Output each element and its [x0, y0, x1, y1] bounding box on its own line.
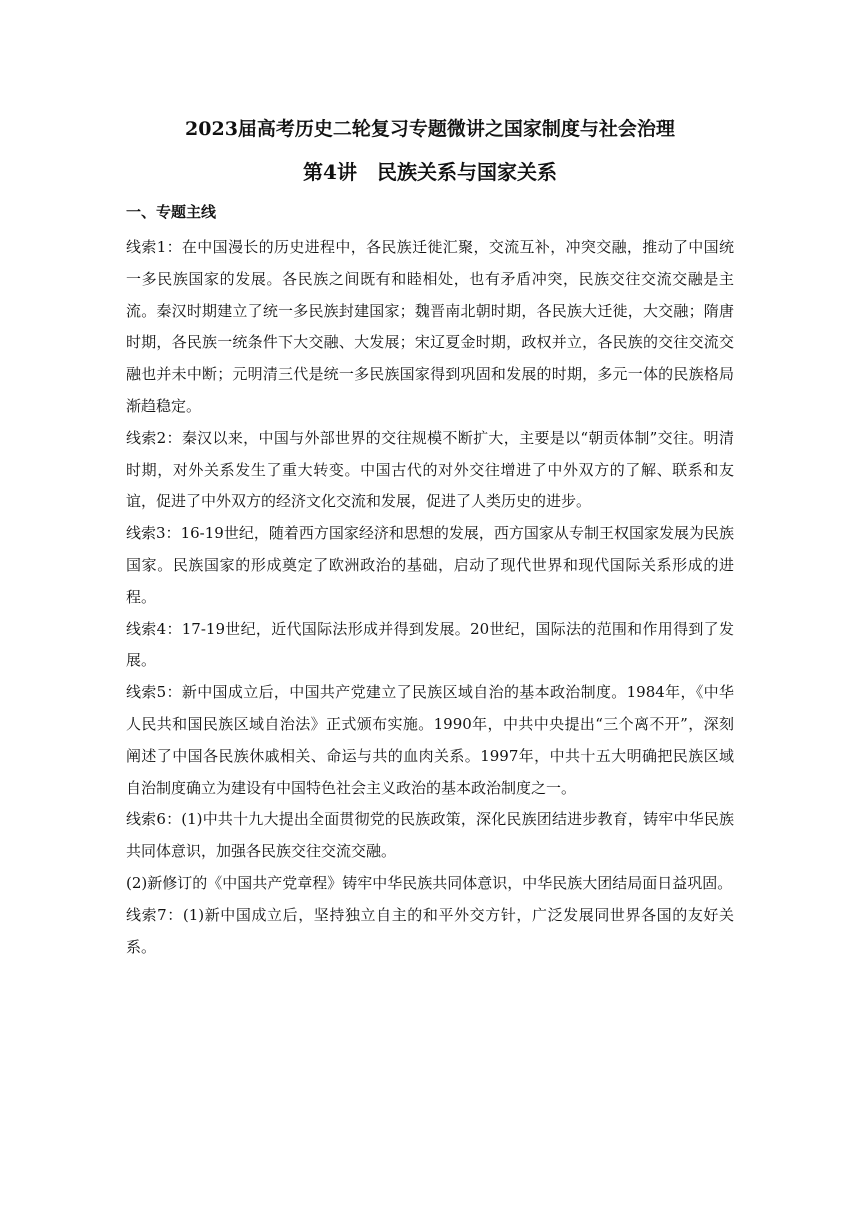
paragraph-clue-3: 线索3：16-19世纪，随着西方国家经济和思想的发展，西方国家从专制王权国家发展为民族国家。民族国家的形成奠定了欧洲政治的基础，启动了现代世界和现代国际关系形成的进程。 — [126, 524, 734, 606]
body-text — [126, 232, 734, 963]
paragraph-clue-1: 线索1：在中国漫长的历史进程中，各民族迁徙汇聚，交流互补，冲突交融，推动了中国统一多民族国家的发展。各民族之间既有和睦相处，也有矛盾冲突，民族交往交流交融是主流。秦汉时期建立了统一多民族封建国家；魏晋南北朝时期，各民族大迁徙，大交融；隋唐时期，各民族一统条件下大交融、大发展；宋辽夏金时期，政权并立，各民族的交往交流交融也并未中断；元明清三代是统一多民族国家得到巩固和发展的时期，多元一体的民族格局渐趋稳定。 — [126, 238, 734, 415]
paragraph-clue-6-part-2: (2)新修订的《中国共产党章程》铸牢中华民族共同体意识，中华民族大团结局面日益巩固。 — [126, 873, 733, 892]
paragraph-clue-7: 线索7：(1)新中国成立后，坚持独立自主的和平外交方针，广泛发展同世界各国的友好关系。 — [126, 905, 734, 956]
paragraph-clue-2: 线索2：秦汉以来，中国与外部世界的交往规模不断扩大，主要是以“朝贡体制”交往。明清时期，对外关系发生了重大转变。中国古代的对外交往增进了中外双方的了解、联系和友谊，促进了中外双方的经济文化交流和发展，促进了人类历史的进步。 — [126, 428, 734, 511]
section-heading: 一、专题主线 — [126, 203, 217, 221]
paragraph-clue-4: 线索4：17-19世纪，近代国际法形成并得到发展。20世纪，国际法的范围和作用得到了发展。 — [126, 619, 734, 670]
page-title: 2023届高考历史二轮复习专题微讲之国家制度与社会治理 — [185, 118, 675, 140]
paragraph-clue-6-part-1: 线索6：(1)中共十九大提出全面贯彻党的民族政策，深化民族团结进步教育，铸牢中华民族共同体意识，加强各民族交往交流交融。 — [126, 810, 734, 861]
paragraph-clue-5: 线索5：新中国成立后，中国共产党建立了民族区域自治的基本政治制度。1984年，《中华人民共和国民族区域自治法》正式颁布实施。1990年，中共中央提出“三个离不开”，深刻阐述了中国各民族休戚相关、命运与共的血肉关系。1997年，中共十五大明确把民族区域自治制度确立为建设有中国特色社会主义政治的基本政治制度之一。 — [126, 683, 734, 797]
lecture-subtitle: 第4讲 民族关系与国家关系 — [303, 160, 557, 184]
